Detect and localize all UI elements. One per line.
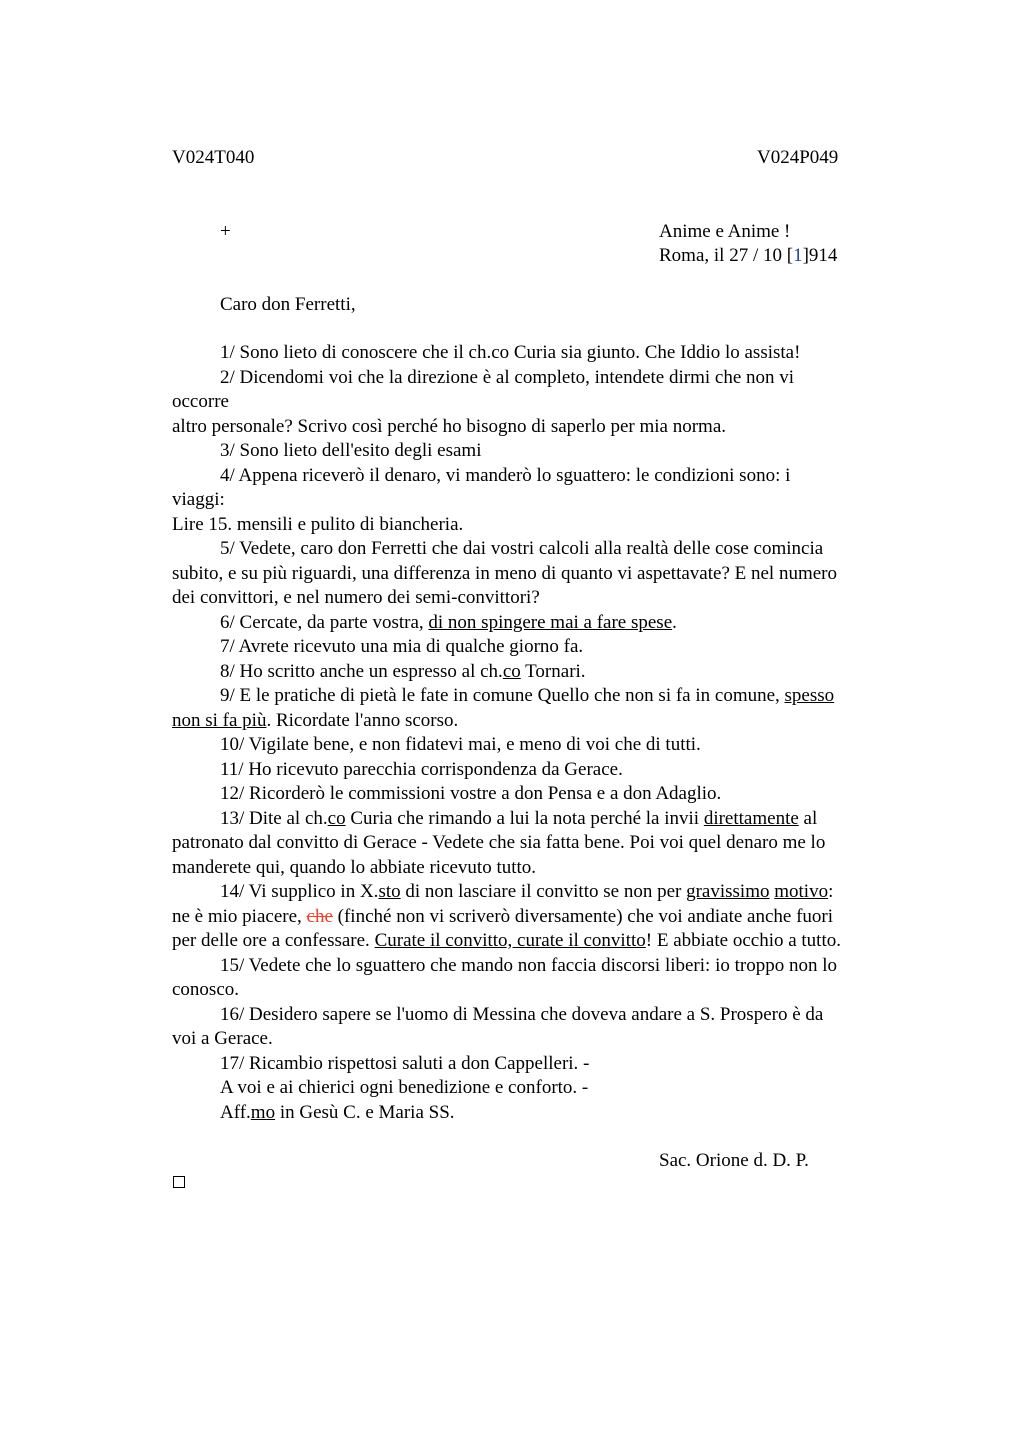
paragraph-line xyxy=(172,709,900,734)
paragraph-line xyxy=(172,611,900,636)
underlined-text: gravissimo xyxy=(686,881,770,902)
paragraph-line: 16/ Desidero sapere se l'uomo di Messina che doveva andare a S. Prospero è da xyxy=(220,1003,824,1025)
text-run: 13/ Dite al ch. xyxy=(220,807,328,829)
text-run: per delle ore a confessare. xyxy=(172,930,375,951)
paragraph-line: 11/ Ho ricevuto parecchia corrispondenza da Gerace. xyxy=(220,758,623,780)
right-archive-code: V024P049 xyxy=(757,147,839,168)
underlined-text: direttamente xyxy=(703,807,799,829)
text-run: Tornari. xyxy=(520,660,586,682)
text-run: di non lasciare il convitto se non per xyxy=(400,881,687,902)
paragraph-line: Lire 15. mensili e pulito di biancheria. xyxy=(172,513,464,535)
paragraph-line: dei convittori, e nel numero dei semi-convittori? xyxy=(172,587,540,608)
text-run: Curia che rimando a lui la nota perché la invii xyxy=(345,807,704,829)
paragraph-line: 15/ Vedete che lo sguattero che mando non faccia discorsi liberi: io troppo non lo xyxy=(220,954,837,976)
motto: Anime e Anime ! xyxy=(659,221,791,242)
underlined-text: co xyxy=(327,807,346,829)
underlined-text: Curate il convitto, curate il convitto xyxy=(374,930,646,951)
paragraph-line: viaggi: xyxy=(172,489,225,510)
date-prefix: Roma, il 27 / 10 [ xyxy=(659,245,794,266)
paragraph-line xyxy=(172,905,900,930)
text-run: al xyxy=(798,807,818,829)
text-run: . Ricordate l'anno scorso. xyxy=(266,709,459,731)
text-run: ne è mio piacere, xyxy=(172,905,307,927)
text-run: . xyxy=(672,611,677,633)
paragraph-line: 4/ Appena riceverò il denaro, vi manderò lo sguattero: le condizioni sono: i xyxy=(220,464,791,486)
paragraph-line: 3/ Sono lieto dell'esito degli esami xyxy=(220,440,482,461)
paragraph-line: voi a Gerace. xyxy=(172,1028,273,1049)
text-run: 14/ Vi supplico in X. xyxy=(220,881,379,902)
signature: Sac. Orione d. D. P. xyxy=(659,1150,809,1171)
paragraph-line: occorre xyxy=(172,391,229,412)
paragraph-line xyxy=(172,684,900,709)
text-run: : xyxy=(828,881,834,902)
underlined-text: mo xyxy=(250,1101,276,1123)
paragraph-line: subito, e su più riguardi, una differenza in meno di quanto vi aspettavate? E nel numero xyxy=(172,562,837,584)
text-run: ! E abbiate occhio a tutto. xyxy=(645,930,841,951)
letter-body xyxy=(172,341,900,1125)
paragraph-line: 17/ Ricambio rispettosi saluti a don Cappelleri. - xyxy=(220,1052,590,1074)
date-suffix: ]914 xyxy=(802,245,838,266)
paragraph-line: manderete qui, quando lo abbiate ricevuto tutto. xyxy=(172,856,537,878)
paragraph-line: 10/ Vigilate bene, e non fidatevi mai, e meno di voi che di tutti. xyxy=(220,734,701,755)
paragraph-line: patronato dal convitto di Gerace - Vedete che sia fatta bene. Poi voi quel denaro me lo xyxy=(172,832,826,853)
underlined-text: sto xyxy=(378,881,401,902)
paragraph-line: 1/ Sono lieto di conoscere che il ch.co Curia sia giunto. Che Iddio lo assista! xyxy=(220,342,801,363)
paragraph-line xyxy=(172,660,900,685)
text-run: 8/ Ho scritto anche un espresso al ch. xyxy=(220,660,503,682)
paragraph-line xyxy=(172,807,900,832)
paragraph-line xyxy=(172,880,900,905)
end-square-icon xyxy=(173,1176,185,1188)
text-run: 9/ E le pratiche di pietà le fate in comune Quello che non si fa in comune, xyxy=(220,685,785,706)
text-run: (finché non vi scriverò diversamente) che voi andiate anche fuori xyxy=(332,905,834,927)
underlined-text: motivo xyxy=(774,881,829,902)
salutation: Caro don Ferretti, xyxy=(220,294,356,315)
paragraph-line: 7/ Avrete ricevuto una mia di qualche giorno fa. xyxy=(220,636,584,657)
paragraph-line: conosco. xyxy=(172,979,240,1000)
paragraph-line: 2/ Dicendomi voi che la direzione è al completo, intendete dirmi che non vi xyxy=(220,366,795,388)
text-run: in Gesù C. e Maria SS. xyxy=(275,1101,455,1123)
date-editorial-digit: 1 xyxy=(793,245,803,266)
underlined-text: di non spingere mai a fare spese xyxy=(428,611,673,633)
date-line xyxy=(659,244,837,268)
paragraph-line xyxy=(172,929,900,954)
paragraph-line: 5/ Vedete, caro don Ferretti che dai vostri calcoli alla realtà delle cose comincia xyxy=(220,538,824,559)
underlined-text: non si fa più xyxy=(172,709,267,731)
underlined-text: spesso xyxy=(784,685,835,706)
paragraph-line: 12/ Ricorderò le commissioni vostre a don Pensa e a don Adaglio. xyxy=(220,783,722,804)
paragraph-line: altro personale? Scrivo così perché ho bisogno di saperlo per mia norma. xyxy=(172,415,726,437)
left-archive-code: V024T040 xyxy=(172,147,255,168)
cross-mark: + xyxy=(220,221,231,242)
closing-blessing: A voi e ai chierici ogni benedizione e conforto. - xyxy=(220,1077,589,1098)
text-run: Aff. xyxy=(220,1101,251,1123)
text-run: 6/ Cercate, da parte vostra, xyxy=(220,611,429,633)
underlined-text: co xyxy=(502,660,521,682)
struck-text: che xyxy=(306,905,333,927)
closing-line xyxy=(172,1101,900,1126)
